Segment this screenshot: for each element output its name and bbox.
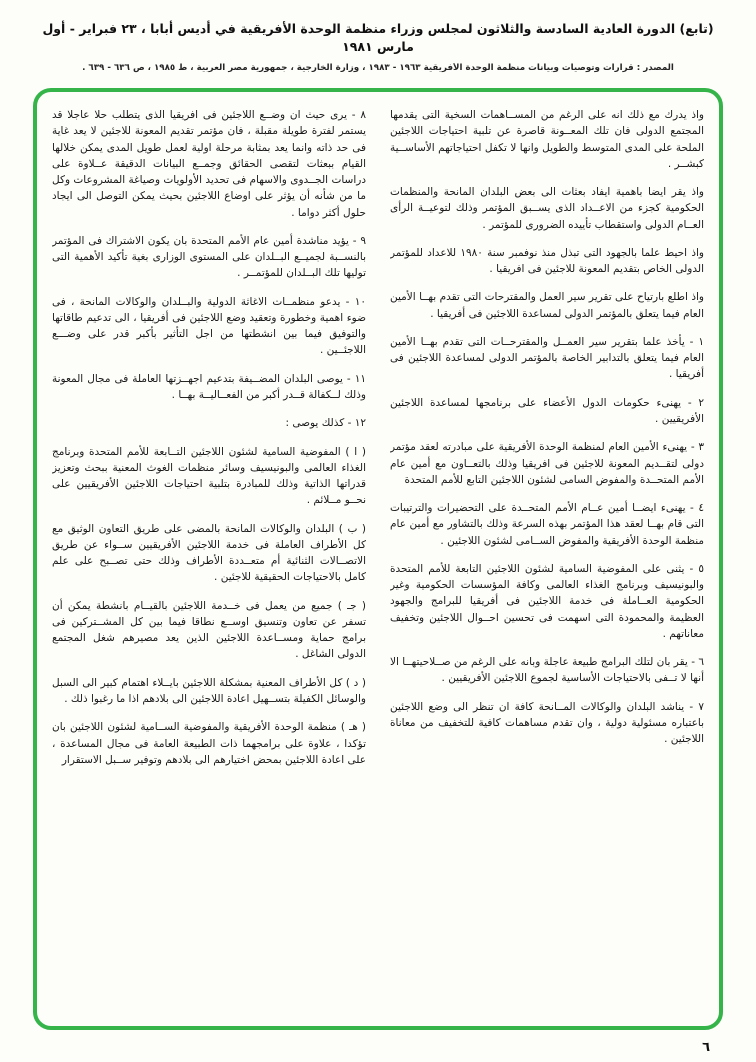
paragraph-subitem-b: ( ب ) البلدان والوكالات المانحة بالمضى على طريق التعاون الوثيق مع كل الأطراف العاملة فى خدمة اللاجئين الأفريقيين ســواء عن طريق الاتصــالات الثنائية أم متعــددة الأطراف وذلك حتى تصــبح على علم كامل بالاحتياجات الحقيقية للاجئين . bbox=[52, 522, 366, 584]
paragraph: واذ احيط علما بالجهود التى تبذل منذ نوفمبر سنة ١٩٨٠ للاعداد للمؤتمر الدولى الخاص بتقديم المعونة للاجئين فى افريقيا . bbox=[390, 246, 704, 276]
paragraph-item-4: ٤ - يهنىء ايضــا أمين عــام الأمم المتحــدة على التحضيرات والترتيبات التى قام بهــا لعقد هذا المؤتمر بهذه السرعة وذلك بالتشاور مع أمين عام منظمة الوحدة الأفريقية والمفوض الســامى لشئون اللاجئين . bbox=[390, 502, 704, 547]
document-frame bbox=[33, 88, 723, 1030]
paragraph-item-8: ٨ - يرى حيث ان وضــع اللاجئين فى افريقيا الذى يتطلب حلا عاجلا قد يستمر لفترة طويلة مقبلة ، فان مؤتمر تقديم المعونة للاجئين لا يعد غاية فى حد ذاته وانما يعد بمثابة مرحلة اولية لعمل طويل المدى يمكن خلالها القيام ببعثات لتقصى الحقائق وجمــع البيانات الدقيقة عــلاوة على دراسات الجــدوى والاسهام فى تحديد الأولويات وصياغة المشروعات وكل ما من شأنه أن يؤثر على اوضاع اللاجئين بحيث يمكن التوصل الى ايجاد حلول أكثر دواما . bbox=[52, 109, 366, 219]
page-number: ٦ bbox=[702, 1040, 710, 1055]
paragraph-subitem-a: ( ا ) المفوضية السامية لشئون اللاجئين التــابعة للأمم المتحدة وبرنامج الغذاء العالمى والبونيسيف وسائر منظمات الغوث المعنية ببحث وتعزيز قدراتها الذاتية وذلك للمبادرة بتلبية احتياجات اللاجئين الأفريقيين على نحــو مــلائم . bbox=[52, 445, 366, 507]
paragraph-item-10: ١٠ - يدعو منظمــات الاغاثة الدولية والبــلدان والوكالات المانحة ، فى ضوء اهمية وخطورة وتعقيد وضع اللاجئين فى أفريقيا ، الى تدعيم طاقاتها والتوفيق فيما بين انشطتها من اجل التأثير بأكبر قدر على وضـــع اللاجئــين . bbox=[52, 295, 366, 357]
paragraph-item-7: ٧ - يناشد البلدان والوكالات المــانحة كافة ان تنظر الى وضع اللاجئين باعتباره مسئولية دولية ، وان تقدم مساهمات كافية للتخفيف من معاناة اللاجئين . bbox=[390, 700, 704, 746]
paragraph-item-6: ٦ - يقر بان لتلك البرامج طبيعة عاجلة وبانه على الرغم من صــلاحيتهــا الا أنها لا تــفى بالاحتياجات الأساسية لجموع اللاجئين الأفريقيين . bbox=[390, 656, 704, 685]
paragraph-item-12: ١٢ - كذلك يوصى : bbox=[285, 417, 366, 430]
paragraph-item-5: ٥ - يثنى على المفوضية السامية لشئون اللاجئين التابعة للأمم المتحدة والبونيسيف وبرنامج الغذاء العالمى وكافة المؤسسات الحكومية وغير الحكومية العــاملة فى خدمة اللاجئين فى أفريقيا للبرامج والجهود العظيمة والمحمودة التى اسهمت فى تحسين احــوال اللاجئين وتخفيف معاناتهم . bbox=[390, 562, 704, 640]
column-left bbox=[52, 107, 366, 1016]
paragraph-subitem-j: ( جـ ) جميع من يعمل فى خــدمة اللاجئين بالقيــام بانشطة يمكن أن تسفر عن تعاون وتنسيق اوســع نطاقا فيما بين كل المشــتركين فى برامج حماية ومســاعدة اللاجئين الذين يعد مصيرهم شغل المجتمع الدولى الشاغل . bbox=[52, 599, 366, 661]
paragraph-item-1: ١ - يأخذ علما بتقرير سير العمــل والمقترحــات التى تقدم بهــا الأمين العام فيما يتعلق بالتدابير الخاصة بالمؤتمر الدولى لمساعدة اللاجئين فى أفريقيا . bbox=[390, 335, 704, 381]
source-line: المصدر : قرارات وتوصيات وبيانات منظمة الوحدة الأفريقية ١٩٦٣ - ١٩٨٣ ، وزارة الخارجية ، جمهورية مصر العربية ، ط ١٩٨٥ ، ص ٦٣٦ - ٦٣٩ . bbox=[82, 63, 674, 74]
paragraph-subitem-h: ( هـ ) منظمة الوحدة الأفريقية والمفوضية الســامية لشئون اللاجئين بان تؤكدا ، علاوة على برامجهما ذات الطبيعة العامة فى مجال المساعدة ، على اعادة اللاجئين بمحض اختيارهم الى بلادهم وتوفير ســبل الاستقرار bbox=[52, 721, 366, 766]
paragraph: واذ يدرك مع ذلك انه على الرغم من المســاهمات السخية التى يقدمها المجتمع الدولى فان تلك المعــونة قاصرة عن تلبية احتياجات اللاجئين الملحة على المدى المتوسط والطويل وانها لا تكفل احتياجاتهم الأساســية كبشــر . bbox=[390, 109, 704, 170]
paragraph-item-11: ١١ - يوصى البلدان المضــيفة بتدعيم اجهــزتها العاملة فى مجال المعونة وذلك لــكفالة قــدر أكبر من الفعــاليــة بهــا . bbox=[52, 372, 366, 401]
paragraph: واذ اطلع بارتياح على تقرير سير العمل والمقترحات التى تقدم بهــا الأمين العام فيما يتعلق بالمؤتمر الدولى لمساعدة اللاجئين فى أفريقيا . bbox=[390, 291, 704, 320]
paragraph-item-3: ٣ - يهنىء الأمين العام لمنظمة الوحدة الأفريقية على مبادرته لعقد مؤتمر دولى لتقــديم المعونة للاجئين فى افريقيا وذلك بالتعــاون مع أمين عام الأمم المتحــدة والمفوض السامى لشئون اللاجئين التابع للأمم المتحدة bbox=[390, 441, 704, 486]
paragraph-item-2: ٢ - يهنىء حكومات الدول الأعضاء على برنامجها لمساعدة اللاجئين الأفريقيين . bbox=[390, 396, 704, 425]
paragraph-item-9: ٩ - يؤيد مناشدة أمين عام الأمم المتحدة بان يكون الاشتراك فى المؤتمر بالنســبة لجميــع البــلدان على المستوى الوزارى بغية تأكيد الأهمية التى توليها تلك البــلدان للمؤتمــر . bbox=[52, 234, 366, 280]
paragraph-subitem-d: ( د ) كل الأطراف المعنية بمشكلة اللاجئين بايــلاء اهتمام كبير الى السبل والوسائل الكفيلة بتســهيل اعادة اللاجئين الى بلادهم اذا ما رغبوا ذلك . bbox=[52, 676, 366, 705]
column-right bbox=[390, 107, 704, 1016]
paragraph: واذ يقر ايضا باهمية ايفاد بعثات الى بعض البلدان المانحة والمنظمات الحكومية كجزء من الاعــداد الذى يســبق المؤتمر وذلك لتوعيــة الرأى العــام الدولى واستقطاب تأييده الضرورى للمؤتمر . bbox=[390, 186, 704, 231]
page-title: (تابع) الدورة العادية السادسة والثلاثون لمجلس وزراء منظمة الوحدة الأفريقية في أديس أبابا ، ٢٣ فبراير - أول مارس ١٩٨١ bbox=[42, 21, 714, 55]
